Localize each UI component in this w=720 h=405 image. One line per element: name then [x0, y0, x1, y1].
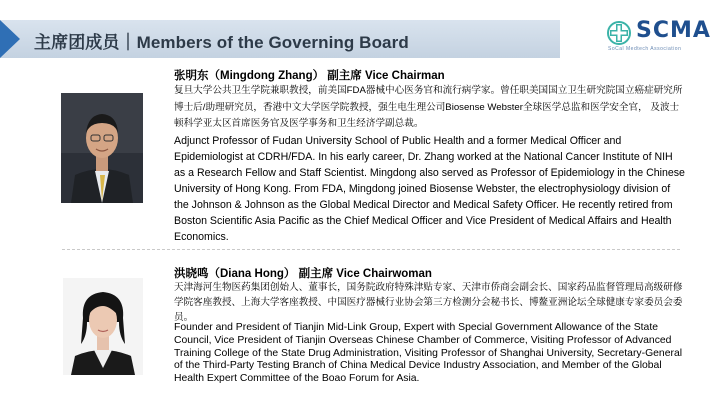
cross-logo-icon — [606, 20, 632, 46]
member-photo-diana-hong — [63, 278, 143, 375]
header-accent-triangle — [0, 20, 20, 58]
member-photo-mingdong-zhang — [61, 93, 143, 203]
member-bio-english: Adjunct Professor of Fudan University School of Public Health and a former Medical Officer and Epidemiologist at CDRH/FDA. In his early career, Dr. Zhang worked at the National Cancer Institute of NIH as a Research Fellow and Staff Scientist. Mingdong also served as Professor of Epidemiology in the Chinese University of Hong Kong. From FDA, Mingdong joined Biosense Webster, the electrophysiology division of the Johnson & Johnson as the Global Medical Director and Medical Safety Officer. He recently retired from Boston Scientific Asia Pacific as the Chief Medical Officer and Vice President of Medical Affairs and Health Economics. — [174, 135, 685, 243]
member-bio-chinese: 复旦大学公共卫生学院兼职教授，前美国FDA器械中心医务官和流行病学家。曾任职美国国立卫生研究院国立癌症研究所博士后/助理研究员，香港中文大学医学院教授，强生电生理公司Biosense Webster全球医学总监和医学安全官， 及波士顿科学亚太区首席医务官及医学事务和卫生经济学副总裁。 — [174, 85, 683, 129]
section-divider — [62, 249, 680, 250]
logo-text: SCMA — [636, 18, 711, 43]
member-bio-english: Founder and President of Tianjin Mid-Link Group, Expert with Special Government Allowance of the State Council, Vice President of Tianjin Overseas Chinese Chamber of Commerce, Visiting Professor of Advanced Training College of the State Drug Administration, Visiting Professor of Shanghai University, Secretary-General of the Third-Party Testing Branch of China Medical Device Industry Association, and Member of the Global Health Expert Committee of the Boao Forum for Asia. — [174, 322, 683, 385]
scma-logo — [606, 18, 716, 54]
member-name-line: 洪晓鸣（Diana Hong） 副主席 Vice Chairwoman — [174, 268, 432, 280]
member-bio-chinese: 天津海河生物医药集团创始人、董事长，国务院政府特殊津贴专家、天津市侨商会副会长、国家药品监督管理局高级研修学院客座教授、上海大学客座教授、中国医疗器械行业协会第三方检测分会秘书长、博鳌亚洲论坛全球健康专家委员会委员。 — [174, 282, 683, 323]
page-title: 主席团成员｜Members of the Governing Board — [34, 33, 409, 52]
member-name-line: 张明东（Mingdong Zhang） 副主席 Vice Chairman — [174, 70, 445, 82]
logo-subtitle: SoCal Medtech Association — [608, 46, 682, 52]
